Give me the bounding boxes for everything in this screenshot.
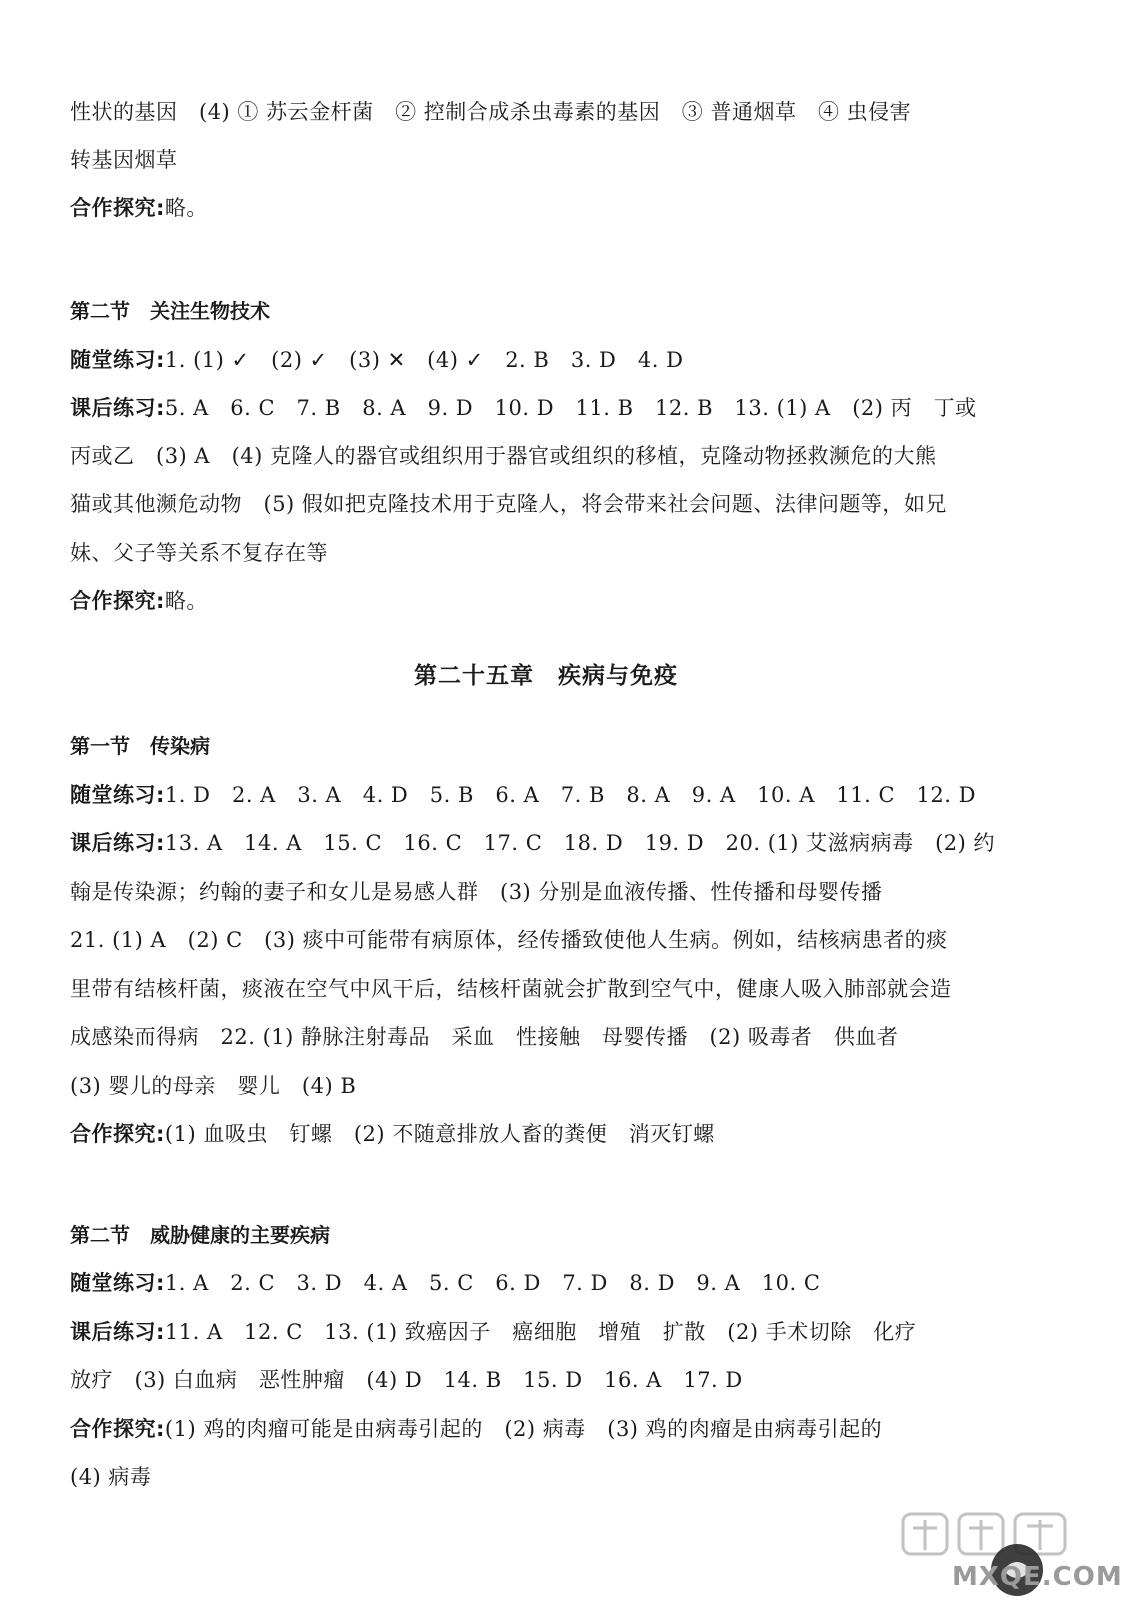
item-text: 5. A 6. C 7. B 8. A 9. D 10. D 11. B 12. B 13. (1) A (2) 丙 丁或 (164, 396, 977, 420)
item-text: (1) 鸡的肉瘤可能是由病毒引起的 (2) 病毒 (3) 鸡的肉瘤是由病毒引起的 (164, 1417, 883, 1441)
text-line: 猫或其他濒危动物 (5) 假如把克隆技术用于克隆人，将会带来社会问题、法律问题等，如兄 (70, 492, 947, 516)
watermark-text: MXQE.COM (952, 1562, 1123, 1592)
text-line: 里带有结核杆菌，痰液在空气中风干后，结核杆菌就会扩散到空气中，健康人吸入肺部就会造 (70, 977, 952, 1001)
text-line (70, 345, 996, 375)
text-line (70, 828, 996, 858)
chapter-title: 第二十五章 疾病与免疫 (414, 663, 678, 689)
text-line (70, 1119, 996, 1149)
item-label: 课后练习: (70, 831, 165, 855)
item-text: 13. A 14. A 15. C 16. C 17. C 18. D 19. D 20. (1) 艾滋病病毒 (2) 约 (164, 831, 996, 855)
text-line (70, 393, 996, 423)
text-line (70, 1317, 996, 1347)
item-label: 合作探究: (70, 1122, 165, 1146)
item-label: 合作探究: (70, 196, 165, 220)
item-text: 略。 (164, 196, 208, 220)
text-line (70, 1414, 996, 1444)
text-line: 妹、父子等关系不复存在等 (70, 541, 328, 565)
text-line: 放疗 (3) 白血病 恶性肿瘤 (4) D 14. B 15. D 16. A 17. D (70, 1368, 743, 1392)
text-line: 转基因烟草 (70, 148, 178, 172)
item-text: 1. A 2. C 3. D 4. A 5. C 6. D 7. D 8. D 9. A 10. C (164, 1271, 821, 1295)
text-line: 成感染而得病 22. (1) 静脉注射毒品 采血 性接触 母婴传播 (2) 吸毒者 供血者 (70, 1025, 899, 1049)
text-line: (4) 病毒 (70, 1465, 152, 1489)
item-label: 随堂练习: (70, 1271, 165, 1295)
item-label: 合作探究: (70, 1417, 165, 1441)
text-line (70, 193, 996, 223)
text-line: (3) 婴儿的母亲 婴儿 (4) B (70, 1074, 357, 1098)
text-line: 性状的基因 (4) ① 苏云金杆菌 ② 控制合成杀虫毒素的基因 ③ 普通烟草 ④ 虫侵害 (70, 100, 912, 124)
section-heading: 第一节 传染病 (70, 734, 210, 758)
item-label: 课后练习: (70, 1320, 165, 1344)
text-line (70, 586, 996, 616)
item-label: 随堂练习: (70, 348, 165, 372)
text-line (70, 780, 996, 810)
item-text: (1) 血吸虫 钉螺 (2) 不随意排放人畜的粪便 消灭钉螺 (164, 1122, 715, 1146)
text-line (70, 1268, 996, 1298)
text-line: 翰是传染源；约翰的妻子和女儿是易感人群 (3) 分别是血液传播、性传播和母婴传播 (70, 880, 883, 904)
item-text: 1. (1) ✓ (2) ✓ (3) ✕ (4) ✓ 2. B 3. D 4. D (164, 348, 684, 372)
section-heading: 第二节 威胁健康的主要疾病 (70, 1223, 330, 1247)
text-line: 21. (1) A (2) C (3) 痰中可能带有病原体，经传播致使他人生病。例如，结核病患者的痰 (70, 928, 948, 952)
section-heading: 第二节 关注生物技术 (70, 299, 270, 323)
text-line: 丙或乙 (3) A (4) 克隆人的器官或组织用于器官或组织的移植，克隆动物拯救濒危的大熊 (70, 444, 937, 468)
item-label: 随堂练习: (70, 783, 165, 807)
item-label: 合作探究: (70, 589, 165, 613)
item-text: 略。 (164, 589, 208, 613)
item-text: 1. D 2. A 3. A 4. D 5. B 6. A 7. B 8. A 9. A 10. A 11. C 12. D (164, 783, 976, 807)
item-label: 课后练习: (70, 396, 165, 420)
item-text: 11. A 12. C 13. (1) 致癌因子 癌细胞 增殖 扩散 (2) 手术切除 化疗 (164, 1320, 917, 1344)
